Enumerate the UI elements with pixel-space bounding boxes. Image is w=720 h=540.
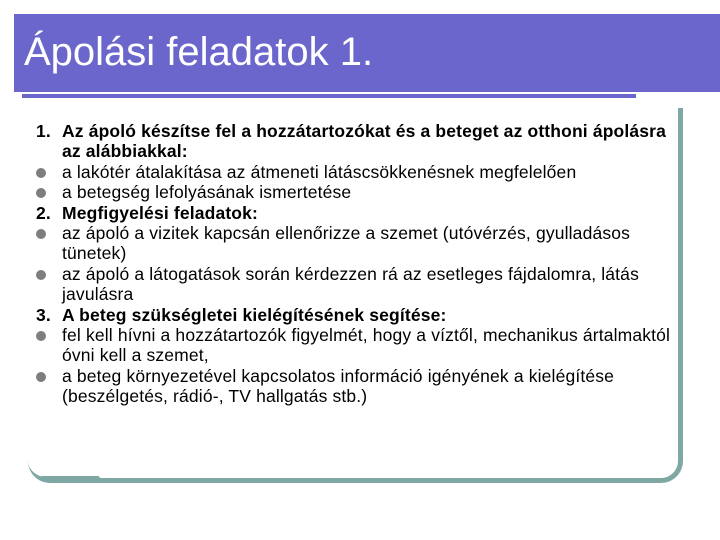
bullet-text: a lakótér átalakítása az átmeneti látáscsökkenésnek megfelelően (62, 161, 577, 182)
bullet-marker (36, 162, 62, 182)
section-heading (36, 305, 676, 325)
bullet-text: az ápoló a vizitek kapcsán ellenőrizze a szemet (utóvérzés, gyulladásos tünetek) (62, 223, 631, 264)
section-number: 3. (36, 304, 51, 325)
title-underline (22, 94, 636, 98)
section-heading (36, 203, 676, 223)
section-heading (36, 121, 676, 162)
section-heading-text: A beteg szükségletei kielégítésének segítése: (62, 304, 447, 325)
frame-bottom-accent (40, 476, 100, 481)
bullet-marker (36, 325, 62, 345)
slide-content (36, 121, 676, 407)
bullet-marker (36, 366, 62, 386)
section-number: 1. (36, 121, 51, 141)
section-heading-text: Az ápoló készítse fel a hozzátartozókat és a beteget az otthoni ápolásra az alábbiakkal: (62, 121, 666, 162)
bullet-item (36, 264, 676, 305)
bullet-text: a betegség lefolyásának ismertetése (62, 182, 352, 203)
corner-square (697, 0, 711, 14)
bullet-item (36, 325, 676, 366)
bullet-text: fel kell hívni a hozzátartozók figyelmét, hogy a víztől, mechanikus ártalmaktól óvni kell a szemet, (62, 325, 671, 366)
bullet-dot-icon (36, 270, 46, 280)
bullet-dot-icon (36, 229, 46, 239)
bullet-item (36, 182, 676, 202)
bullet-marker (36, 182, 62, 202)
bullet-dot-icon (36, 168, 46, 178)
bullet-text: a beteg környezetével kapcsolatos információ igényének a kielégítése (beszélgetés, rádió-, TV hallgatás stb.) (62, 365, 615, 407)
bullet-item (36, 366, 676, 407)
bullet-text: az ápoló a látogatások során kérdezzen rá az esetleges fájdalomra, látás javulásra (62, 263, 639, 305)
bullet-dot-icon (36, 188, 46, 198)
bullet-marker (36, 223, 62, 243)
bullet-item (36, 223, 676, 264)
bullet-marker (36, 264, 62, 284)
slide-title: Ápolási feladatok 1. (24, 30, 374, 74)
section-heading-text: Megfigyelési feladatok: (62, 202, 259, 223)
bullet-dot-icon (36, 372, 46, 382)
section-number: 2. (36, 202, 51, 223)
bullet-dot-icon (36, 331, 46, 341)
bullet-item (36, 162, 676, 182)
